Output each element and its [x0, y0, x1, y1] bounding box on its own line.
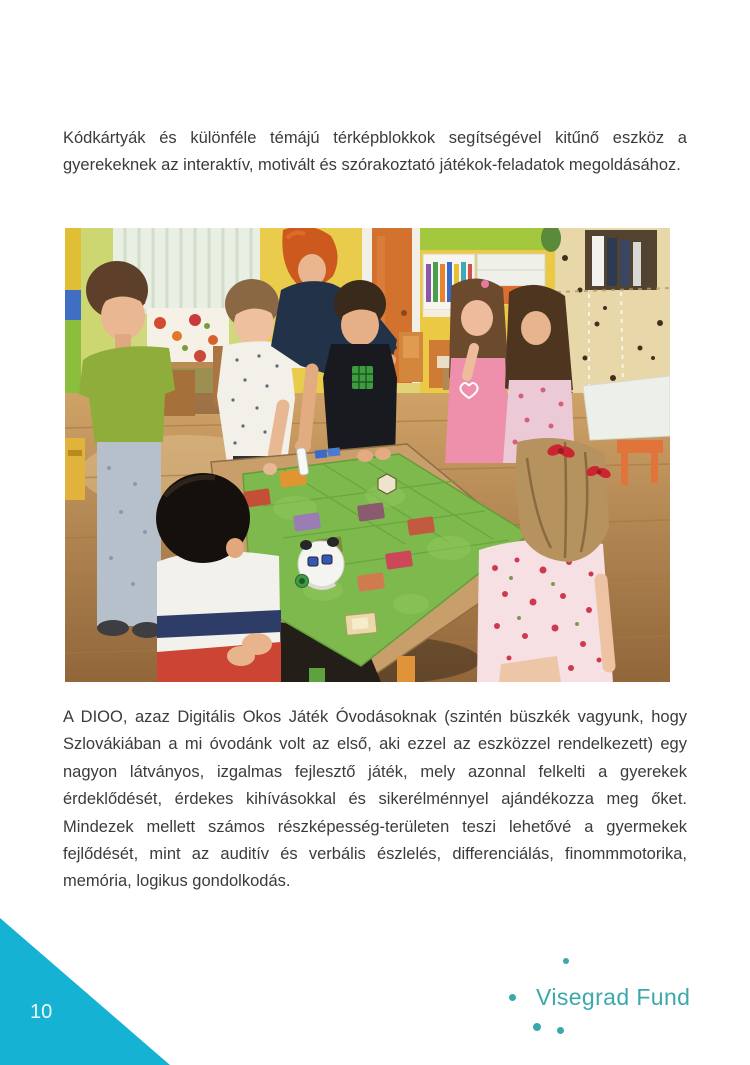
- dioo-robot: [296, 537, 345, 588]
- corner-triangle: [0, 915, 170, 1065]
- dioo-paragraph: A DIOO, azaz Digitális Okos Játék Óvodásoknak (szintén büszkék vagyunk, hogy Szlovákiában a mi óvodánk volt az első, aki ezzel az eszközzel rendelkezett) egy nagyon látványos, izgalmas fejlesztő játék, mely azonnal felkelti a gyerekek érdeklődését, érdekes kihívásokkal és sikerélménnyel ajándékozza meg őket. Mindezek mellett számos részképesség-területen teszi lehetővé a gyermekek fejlődését, mint az auditív és verbális észlelés, differenciálás, finommmotorika, memória, logikus gondolkodás.: [63, 708, 687, 891]
- logo-dot-icon: [563, 958, 569, 964]
- logo-dot-icon: [509, 994, 516, 1001]
- visegrad-logo: [505, 948, 715, 1048]
- logo-text: Visegrad Fund: [536, 984, 691, 1010]
- classroom-photo: [65, 228, 670, 682]
- girl-floral-shirt: [503, 285, 575, 463]
- page-number: 10: [30, 1001, 53, 1023]
- girl-pink-shirt: [445, 278, 511, 463]
- logo-dot-icon: [557, 1027, 564, 1034]
- intro-paragraph: Kódkártyák és különféle témájú térképblokkok segítségével kitűnő eszköz a gyerekeknek az interaktív, motivált és szórakoztató játékok-feladatok megoldásához.: [63, 129, 687, 175]
- classroom-illustration: [65, 228, 670, 682]
- logo-dot-icon: [533, 1023, 541, 1031]
